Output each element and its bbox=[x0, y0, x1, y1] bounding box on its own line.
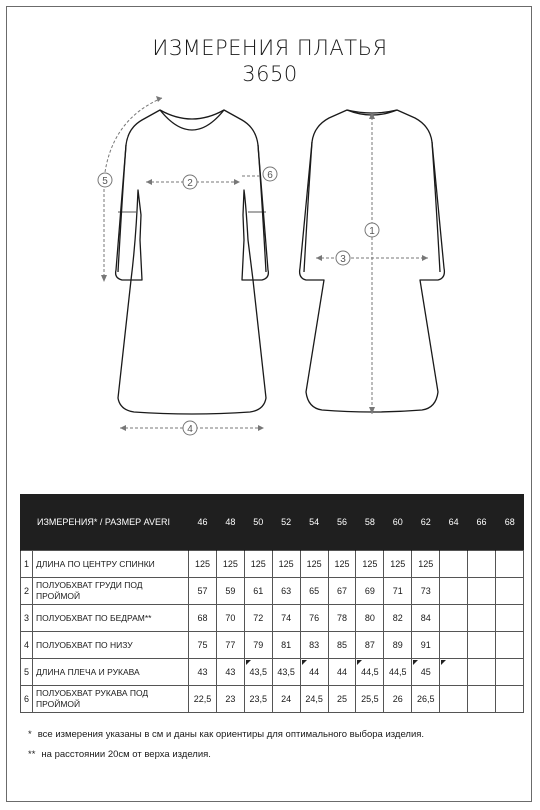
marker-4-label: 4 bbox=[187, 424, 193, 435]
value-text: 82 bbox=[392, 613, 403, 623]
footnote-1 bbox=[28, 729, 424, 740]
front-left-sleeve-line bbox=[118, 145, 126, 272]
value-text: 125 bbox=[250, 559, 266, 569]
value-text: 73 bbox=[420, 586, 431, 596]
table-row bbox=[21, 659, 524, 686]
value-cell bbox=[244, 578, 272, 605]
size-header-cell: 46 bbox=[189, 494, 217, 551]
size-header-cell: 58 bbox=[356, 494, 384, 551]
size-header-cell: 54 bbox=[300, 494, 328, 551]
value-cell bbox=[244, 686, 272, 713]
row-index: 4 bbox=[21, 632, 33, 659]
value-text: 67 bbox=[336, 586, 347, 596]
value-cell bbox=[189, 659, 217, 686]
value-cell bbox=[384, 632, 412, 659]
row-index: 6 bbox=[21, 686, 33, 713]
value-text: 44 bbox=[336, 667, 347, 677]
size-header-label: ИЗМЕРЕНИЯ* / РАЗМЕР AVERI bbox=[21, 494, 189, 551]
row-label: ДЛИНА ПЛЕЧА И РУКАВА bbox=[33, 659, 189, 686]
corner-mark bbox=[246, 660, 251, 665]
value-text: 44,5 bbox=[389, 667, 407, 677]
value-text: 25 bbox=[336, 694, 347, 704]
value-text: 57 bbox=[197, 586, 208, 596]
value-text: 72 bbox=[253, 613, 264, 623]
value-cell bbox=[216, 632, 244, 659]
value-text: 63 bbox=[281, 586, 292, 596]
value-text: 83 bbox=[309, 640, 320, 650]
value-cell bbox=[356, 578, 384, 605]
value-text: 44,5 bbox=[361, 667, 379, 677]
value-cell bbox=[412, 632, 440, 659]
value-cell bbox=[272, 551, 300, 578]
value-cell bbox=[244, 605, 272, 632]
value-cell bbox=[412, 551, 440, 578]
value-cell bbox=[412, 605, 440, 632]
row-label: ПОЛУОБХВАТ ПО БЕДРАМ** bbox=[33, 605, 189, 632]
value-cell bbox=[272, 632, 300, 659]
size-header-cell: 56 bbox=[328, 494, 356, 551]
value-cell bbox=[244, 659, 272, 686]
value-text: 45 bbox=[420, 667, 431, 677]
value-text: 84 bbox=[420, 613, 431, 623]
value-text: 25,5 bbox=[361, 694, 379, 704]
value-cell bbox=[328, 605, 356, 632]
value-cell bbox=[189, 551, 217, 578]
value-text: 26,5 bbox=[416, 694, 435, 704]
value-text: 77 bbox=[225, 640, 236, 650]
value-cell bbox=[300, 632, 328, 659]
value-cell bbox=[384, 605, 412, 632]
value-text: 61 bbox=[253, 586, 264, 596]
value-cell bbox=[384, 578, 412, 605]
value-cell bbox=[356, 686, 384, 713]
value-text: 81 bbox=[281, 640, 292, 650]
table-row bbox=[21, 605, 524, 632]
front-dress-outline bbox=[116, 110, 269, 414]
value-text: 76 bbox=[309, 613, 320, 623]
value-cell bbox=[495, 632, 523, 659]
footnote-1-star: * bbox=[28, 729, 32, 740]
value-cell bbox=[328, 659, 356, 686]
value-text: 24,5 bbox=[305, 694, 323, 704]
value-text: 89 bbox=[392, 640, 403, 650]
value-text: 78 bbox=[336, 613, 347, 623]
footnote-2-star: ** bbox=[28, 749, 36, 760]
back-dress-outline bbox=[300, 110, 445, 412]
row-index: 2 bbox=[21, 578, 33, 605]
value-cell bbox=[495, 605, 523, 632]
value-cell bbox=[468, 551, 496, 578]
value-cell bbox=[384, 686, 412, 713]
corner-mark bbox=[357, 660, 362, 665]
corner-mark bbox=[413, 660, 418, 665]
size-chart-table bbox=[20, 494, 524, 713]
value-cell bbox=[189, 632, 217, 659]
value-cell bbox=[412, 686, 440, 713]
value-text: 68 bbox=[197, 613, 208, 623]
value-cell bbox=[495, 551, 523, 578]
value-cell bbox=[468, 686, 496, 713]
row-index: 1 bbox=[21, 551, 33, 578]
front-neckline bbox=[160, 110, 224, 130]
value-cell bbox=[356, 632, 384, 659]
measure-5-arc bbox=[104, 98, 162, 278]
value-cell bbox=[468, 605, 496, 632]
value-cell bbox=[300, 686, 328, 713]
value-text: 79 bbox=[253, 640, 264, 650]
value-cell bbox=[328, 551, 356, 578]
value-text: 125 bbox=[334, 559, 350, 569]
row-label: ПОЛУОБХВАТ РУКАВА ПОД ПРОЙМОЙ bbox=[33, 686, 189, 713]
value-text: 125 bbox=[306, 559, 322, 569]
value-cell bbox=[189, 686, 217, 713]
value-text: 74 bbox=[281, 613, 292, 623]
value-cell bbox=[300, 659, 328, 686]
value-cell bbox=[412, 659, 440, 686]
value-cell bbox=[216, 659, 244, 686]
corner-mark bbox=[441, 660, 446, 665]
value-cell bbox=[440, 605, 468, 632]
value-text: 43 bbox=[225, 667, 236, 677]
value-cell bbox=[216, 578, 244, 605]
value-text: 69 bbox=[364, 586, 375, 596]
value-text: 43,5 bbox=[249, 667, 268, 677]
size-header-cell: 60 bbox=[384, 494, 412, 551]
value-cell bbox=[384, 551, 412, 578]
marker-3-label: 3 bbox=[340, 254, 346, 265]
value-cell bbox=[216, 551, 244, 578]
value-cell bbox=[328, 632, 356, 659]
size-header-cell: 50 bbox=[244, 494, 272, 551]
row-label: ПОЛУОБХВАТ ГРУДИ ПОД ПРОЙМОЙ bbox=[33, 578, 189, 605]
value-cell bbox=[356, 605, 384, 632]
value-cell bbox=[468, 578, 496, 605]
table-row bbox=[21, 551, 524, 578]
value-cell bbox=[495, 686, 523, 713]
size-header-cell: 62 bbox=[412, 494, 440, 551]
value-text: 23,5 bbox=[249, 694, 268, 704]
value-cell bbox=[412, 578, 440, 605]
value-cell bbox=[440, 551, 468, 578]
size-header-cell: 66 bbox=[468, 494, 496, 551]
value-text: 24 bbox=[281, 694, 292, 704]
value-text: 43 bbox=[197, 667, 208, 677]
value-cell bbox=[272, 578, 300, 605]
value-cell bbox=[300, 605, 328, 632]
page-title: ИЗМЕРЕНИЯ ПЛАТЬЯ bbox=[152, 36, 388, 60]
value-cell bbox=[440, 659, 468, 686]
row-index: 3 bbox=[21, 605, 33, 632]
marker-1-label: 1 bbox=[369, 226, 375, 237]
value-cell bbox=[468, 659, 496, 686]
value-cell bbox=[300, 578, 328, 605]
size-header-cell: 68 bbox=[495, 494, 523, 551]
row-index: 5 bbox=[21, 659, 33, 686]
value-text: 125 bbox=[362, 559, 378, 569]
value-text: 22,5 bbox=[193, 694, 212, 704]
value-cell bbox=[272, 659, 300, 686]
value-cell bbox=[440, 578, 468, 605]
marker-6-label: 6 bbox=[267, 170, 273, 181]
value-text: 65 bbox=[309, 586, 320, 596]
value-text: 125 bbox=[194, 559, 210, 569]
value-cell bbox=[272, 686, 300, 713]
table-row bbox=[21, 632, 524, 659]
value-text: 125 bbox=[418, 559, 434, 569]
value-cell bbox=[440, 632, 468, 659]
value-cell bbox=[189, 605, 217, 632]
row-label: ДЛИНА ПО ЦЕНТРУ СПИНКИ bbox=[33, 551, 189, 578]
model-number: 3650 bbox=[242, 62, 298, 86]
value-text: 70 bbox=[225, 613, 236, 623]
footnote-2-text: на расстоянии 20см от верха изделия. bbox=[41, 749, 211, 760]
value-text: 125 bbox=[278, 559, 294, 569]
value-text: 125 bbox=[390, 559, 406, 569]
value-text: 91 bbox=[420, 640, 431, 650]
marker-2-label: 2 bbox=[187, 178, 193, 189]
value-cell bbox=[328, 686, 356, 713]
value-text: 80 bbox=[364, 613, 375, 623]
value-cell bbox=[300, 551, 328, 578]
value-text: 44 bbox=[309, 667, 320, 677]
size-header-row bbox=[21, 494, 524, 551]
value-cell bbox=[189, 578, 217, 605]
footnote-1-text: все измерения указаны в см и даны как ориентиры для оптимального выбора изделия. bbox=[37, 729, 425, 740]
value-text: 59 bbox=[225, 586, 236, 596]
value-text: 85 bbox=[336, 640, 347, 650]
size-header-cell: 64 bbox=[440, 494, 468, 551]
marker-5-label: 5 bbox=[102, 176, 108, 187]
value-text: 43,5 bbox=[277, 667, 295, 677]
value-cell bbox=[384, 659, 412, 686]
value-text: 26 bbox=[392, 694, 403, 704]
corner-mark bbox=[302, 660, 307, 665]
value-cell bbox=[328, 578, 356, 605]
value-cell bbox=[495, 659, 523, 686]
value-cell bbox=[244, 632, 272, 659]
value-cell bbox=[356, 551, 384, 578]
value-cell bbox=[244, 551, 272, 578]
value-cell bbox=[468, 632, 496, 659]
footnote-2 bbox=[28, 749, 211, 760]
value-cell bbox=[216, 686, 244, 713]
value-cell bbox=[495, 578, 523, 605]
size-header-cell: 48 bbox=[216, 494, 244, 551]
value-text: 23 bbox=[225, 694, 236, 704]
value-cell bbox=[356, 659, 384, 686]
value-text: 71 bbox=[392, 586, 403, 596]
value-text: 75 bbox=[197, 640, 208, 650]
table-row bbox=[21, 686, 524, 713]
value-text: 87 bbox=[364, 640, 375, 650]
row-label: ПОЛУОБХВАТ ПО НИЗУ bbox=[33, 632, 189, 659]
front-right-sleeve-line bbox=[258, 145, 266, 272]
value-cell bbox=[216, 605, 244, 632]
value-text: 125 bbox=[222, 559, 238, 569]
table-row bbox=[21, 578, 524, 605]
size-header-cell: 52 bbox=[272, 494, 300, 551]
value-cell bbox=[440, 686, 468, 713]
value-cell bbox=[272, 605, 300, 632]
